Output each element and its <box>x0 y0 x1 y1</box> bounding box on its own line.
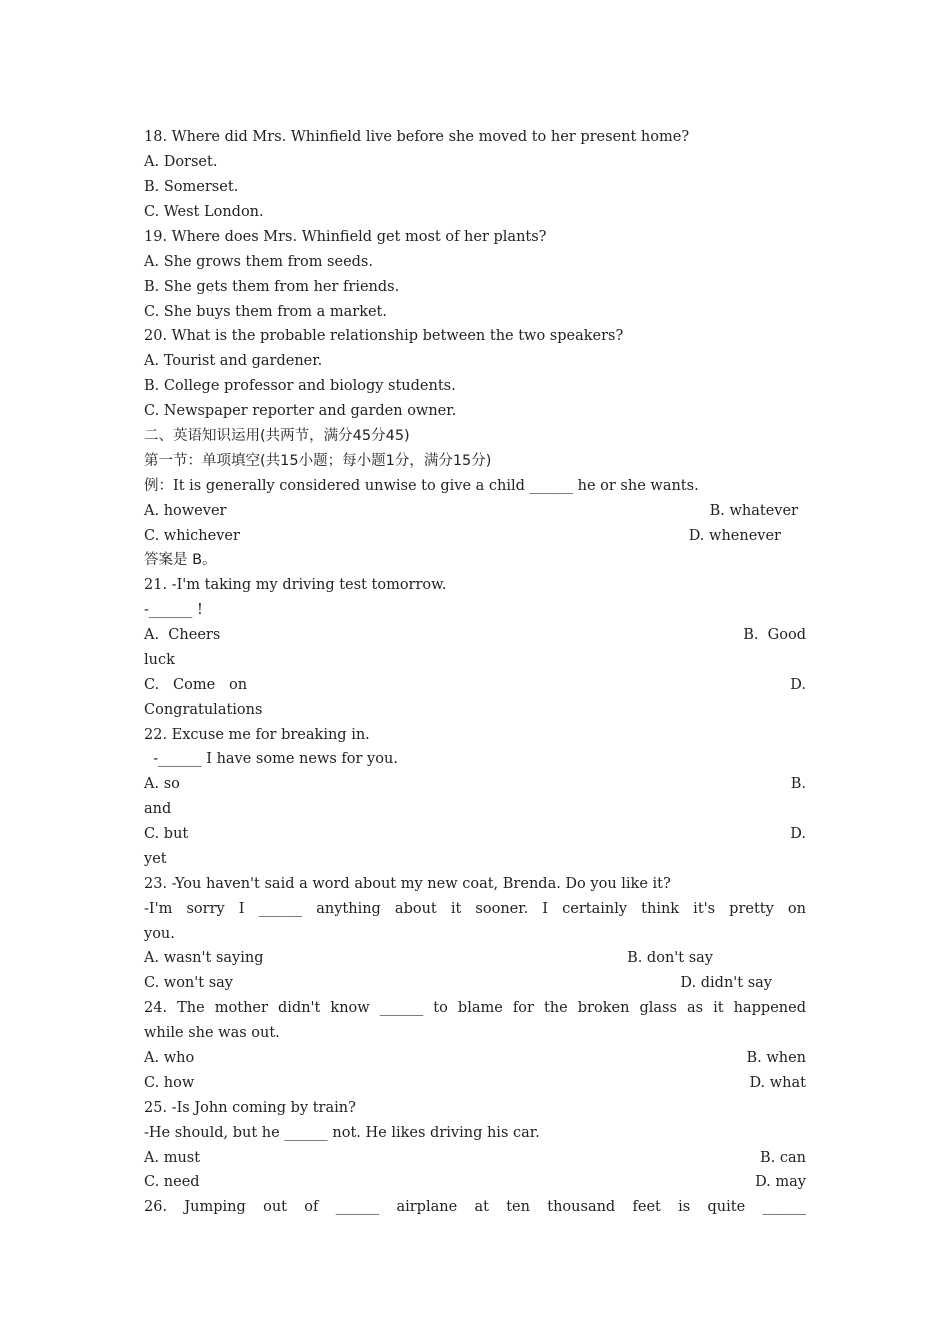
option-b: B. whatever <box>709 503 798 519</box>
option-row <box>144 623 806 648</box>
option-c: C. Come on <box>144 677 248 693</box>
question-23-stem: 23. -You haven't said a word about my new coat, Brenda. Do you like it? <box>144 876 671 892</box>
question-19-stem: 19. Where does Mrs. Whinfield get most of her plants? <box>144 229 547 245</box>
option-row <box>144 1046 806 1071</box>
option-d: D. whenever <box>688 528 781 544</box>
example-stem: 例：It is generally considered unwise to give a child ______ he or she wants. <box>144 478 699 494</box>
option-row <box>144 673 806 698</box>
option-row <box>144 499 798 524</box>
question-22-stem: 22. Excuse me for breaking in. <box>144 727 370 743</box>
question-21-stem: 21. -I'm taking my driving test tomorrow. <box>144 577 447 593</box>
option-b: B. can <box>760 1150 806 1166</box>
option-c: C. but <box>144 826 189 842</box>
option-row <box>144 1146 806 1171</box>
question-24-stem-cont: while she was out. <box>144 1025 280 1041</box>
option-d: D. may <box>755 1174 806 1190</box>
option-row <box>144 524 781 549</box>
question-23-reply-cont: you. <box>144 926 175 942</box>
option-b: B. when <box>746 1050 806 1066</box>
option-line: A. She grows them from seeds. <box>144 254 373 270</box>
option-d: D. <box>790 677 806 693</box>
option-a: A. so <box>144 776 180 792</box>
option-row <box>144 822 806 847</box>
option-row <box>144 946 713 971</box>
option-c: C. need <box>144 1174 200 1190</box>
option-continuation: luck <box>144 652 175 668</box>
option-d: D. didn't say <box>680 975 772 991</box>
section-heading: 二、英语知识运用(共两节，满分45分45) <box>144 428 410 444</box>
option-a: A. who <box>144 1050 195 1066</box>
subsection-heading: 第一节：单项填空(共15小题；每小题1分，满分15分) <box>144 453 492 469</box>
option-b: B. <box>790 776 806 792</box>
question-21-reply: -______ ! <box>144 602 203 618</box>
option-b: B. don't say <box>627 950 713 966</box>
option-continuation: Congratulations <box>144 702 263 718</box>
option-a: A. Cheers <box>144 627 221 643</box>
option-continuation: yet <box>144 851 167 867</box>
question-23-reply: -I'm sorry I ______ anything about it sooner. I certainly think it's pretty on <box>144 901 806 917</box>
option-row <box>144 772 806 797</box>
question-25-stem: 25. -Is John coming by train? <box>144 1100 356 1116</box>
option-row <box>144 1170 806 1195</box>
option-a: A. must <box>144 1150 201 1166</box>
option-line: C. Newspaper reporter and garden owner. <box>144 403 457 419</box>
question-18-stem: 18. Where did Mrs. Whinfield live before she moved to her present home? <box>144 129 690 145</box>
question-26-stem: 26. Jumping out of ______ airplane at ten thousand feet is quite ______ <box>144 1199 806 1215</box>
option-d: D. <box>790 826 806 842</box>
question-24-stem: 24. The mother didn't know ______ to blame for the broken glass as it happened <box>144 1000 806 1016</box>
option-b: B. Good <box>743 627 806 643</box>
option-continuation: and <box>144 801 172 817</box>
question-20-stem: 20. What is the probable relationship between the two speakers? <box>144 328 624 344</box>
option-d: D. what <box>749 1075 806 1091</box>
option-line: C. West London. <box>144 204 264 220</box>
option-c: C. won't say <box>144 975 233 991</box>
example-answer: 答案是 B。 <box>144 552 217 568</box>
option-line: B. Somerset. <box>144 179 239 195</box>
option-line: C. She buys them from a market. <box>144 304 387 320</box>
option-a: A. however <box>144 503 227 519</box>
option-line: A. Dorset. <box>144 154 218 170</box>
question-25-reply: -He should, but he ______ not. He likes driving his car. <box>144 1125 540 1141</box>
option-row <box>144 1071 806 1096</box>
option-c: C. whichever <box>144 528 240 544</box>
option-a: A. wasn't saying <box>144 950 264 966</box>
option-line: B. She gets them from her friends. <box>144 279 400 295</box>
option-c: C. how <box>144 1075 195 1091</box>
option-line: B. College professor and biology students. <box>144 378 456 394</box>
option-line: A. Tourist and gardener. <box>144 353 323 369</box>
question-22-reply: -______ I have some news for you. <box>144 751 398 767</box>
option-row <box>144 971 772 996</box>
